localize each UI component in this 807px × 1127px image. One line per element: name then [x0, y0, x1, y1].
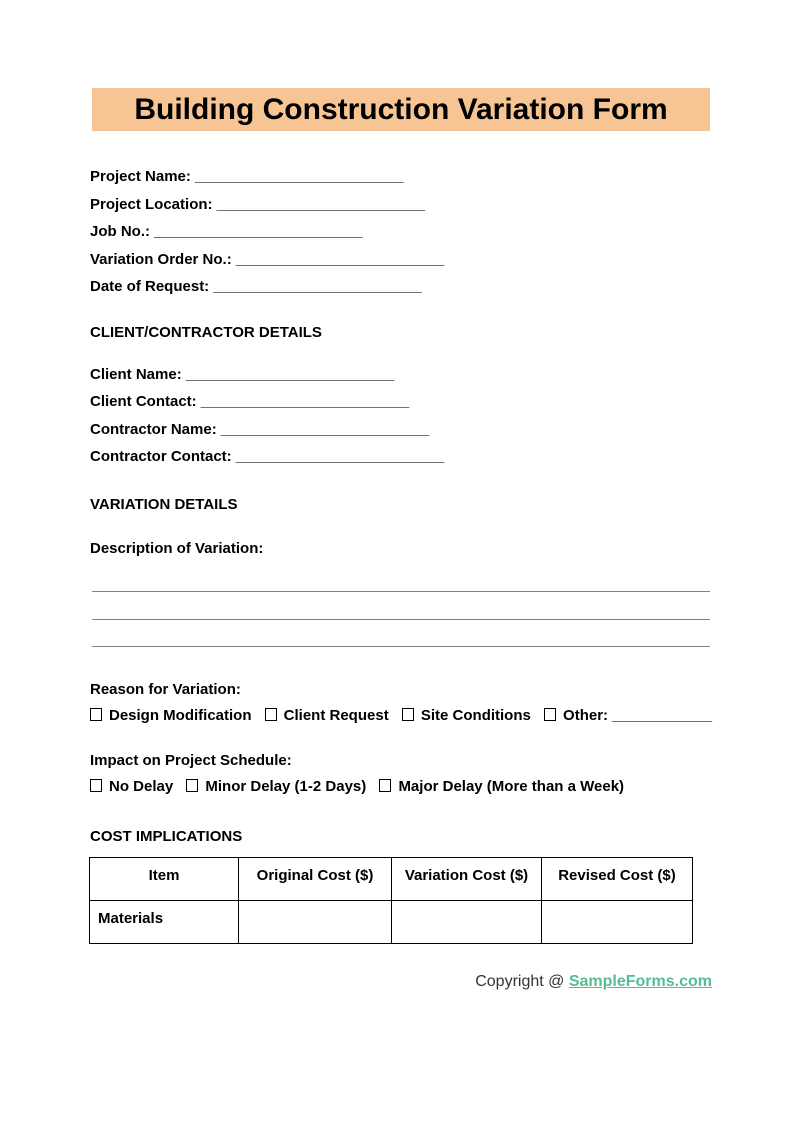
form-field — [90, 416, 712, 444]
form-field — [90, 191, 712, 219]
reason-for-variation-label: Reason for Variation: — [90, 681, 241, 698]
section-heading-cost-implications: COST IMPLICATIONS — [90, 828, 243, 845]
checkbox-option-label: Major Delay (More than a Week) — [398, 777, 625, 795]
form-page — [0, 88, 807, 1127]
field-label: Client Name: — [90, 365, 182, 383]
checkbox-option-label: Design Modification — [109, 707, 252, 724]
footer — [90, 972, 712, 992]
checkbox-icon[interactable] — [186, 779, 198, 792]
page-title: Building Construction Variation Form — [92, 88, 710, 131]
checkbox-option-label: Other: — [563, 707, 609, 724]
table-header-original-cost: Original Cost ($) — [239, 858, 392, 901]
table-header-revised-cost: Revised Cost ($) — [542, 858, 693, 901]
field-blank-line: _________________________ — [235, 250, 445, 268]
table-cell-variation-cost[interactable] — [392, 901, 542, 944]
checkbox-icon[interactable] — [544, 708, 556, 721]
table-cell-original-cost[interactable] — [239, 901, 392, 944]
field-blank-line: _________________________ — [185, 365, 395, 383]
field-label: Project Location: — [90, 195, 213, 213]
form-field — [90, 388, 712, 416]
field-label: Contractor Name: — [90, 420, 217, 438]
field-label: Date of Request: — [90, 278, 210, 295]
checkbox-option-label: Minor Delay (1-2 Days) — [205, 777, 367, 795]
section-heading-variation-details: VARIATION DETAILS — [90, 495, 238, 513]
checkbox-icon[interactable] — [90, 708, 102, 721]
field-blank-line: _________________________ — [216, 195, 426, 213]
form-field — [90, 361, 712, 389]
checkbox-icon[interactable] — [265, 708, 277, 721]
reason-option-other — [544, 707, 712, 724]
reason-option-client-request — [265, 707, 389, 724]
field-label: Client Contact: — [90, 393, 197, 410]
checkbox-option-label: Client Request — [283, 707, 389, 724]
field-blank-line: _________________________ — [194, 168, 404, 185]
table-cell-revised-cost[interactable] — [542, 901, 693, 944]
form-field — [90, 218, 712, 246]
table-header-row — [90, 858, 693, 901]
checkbox-icon[interactable] — [90, 779, 102, 792]
table-row — [90, 901, 693, 944]
description-writing-area — [92, 565, 710, 648]
table-cell-item: Materials — [90, 901, 239, 944]
other-blank-line: ____________ — [612, 707, 713, 724]
description-writing-line — [92, 620, 710, 648]
description-writing-line — [92, 565, 710, 593]
field-label: Contractor Contact: — [90, 448, 232, 465]
impact-option-minor-delay — [186, 778, 366, 795]
field-label: Project Name: — [90, 168, 191, 185]
section-heading-client-contractor: CLIENT/CONTRACTOR DETAILS — [90, 323, 322, 341]
checkbox-option-label: No Delay — [109, 777, 174, 795]
copyright-text: Copyright @ — [475, 973, 565, 990]
cost-table — [89, 857, 693, 944]
form-field — [90, 246, 712, 274]
field-label: Variation Order No.: — [90, 250, 232, 268]
checkbox-option-label: Site Conditions — [420, 707, 531, 724]
field-blank-line: _________________________ — [235, 448, 445, 465]
reason-checkbox-row — [90, 702, 712, 730]
reason-option-design-modification — [90, 707, 252, 724]
table-header-variation-cost: Variation Cost ($) — [392, 858, 542, 901]
project-info-fields — [90, 163, 712, 301]
client-contractor-fields — [90, 361, 712, 471]
form-field — [90, 163, 712, 191]
table-header-item: Item — [90, 858, 239, 901]
field-blank-line: _________________________ — [200, 393, 410, 410]
field-blank-line: _________________________ — [220, 420, 430, 438]
field-blank-line: _________________________ — [154, 223, 363, 240]
impact-checkbox-row — [90, 773, 712, 801]
sampleforms-link[interactable]: SampleForms.com — [568, 973, 712, 990]
field-blank-line: _________________________ — [213, 278, 422, 295]
impact-on-schedule-label: Impact on Project Schedule: — [90, 751, 292, 769]
impact-option-major-delay — [379, 778, 624, 795]
field-label: Job No.: — [90, 223, 150, 240]
form-field — [90, 273, 712, 301]
impact-option-no-delay — [90, 778, 173, 795]
form-field — [90, 443, 712, 471]
checkbox-icon[interactable] — [402, 708, 414, 721]
reason-option-site-conditions — [402, 707, 531, 724]
description-writing-line — [92, 592, 710, 620]
description-of-variation-label: Description of Variation: — [90, 539, 264, 557]
checkbox-icon[interactable] — [379, 779, 391, 792]
